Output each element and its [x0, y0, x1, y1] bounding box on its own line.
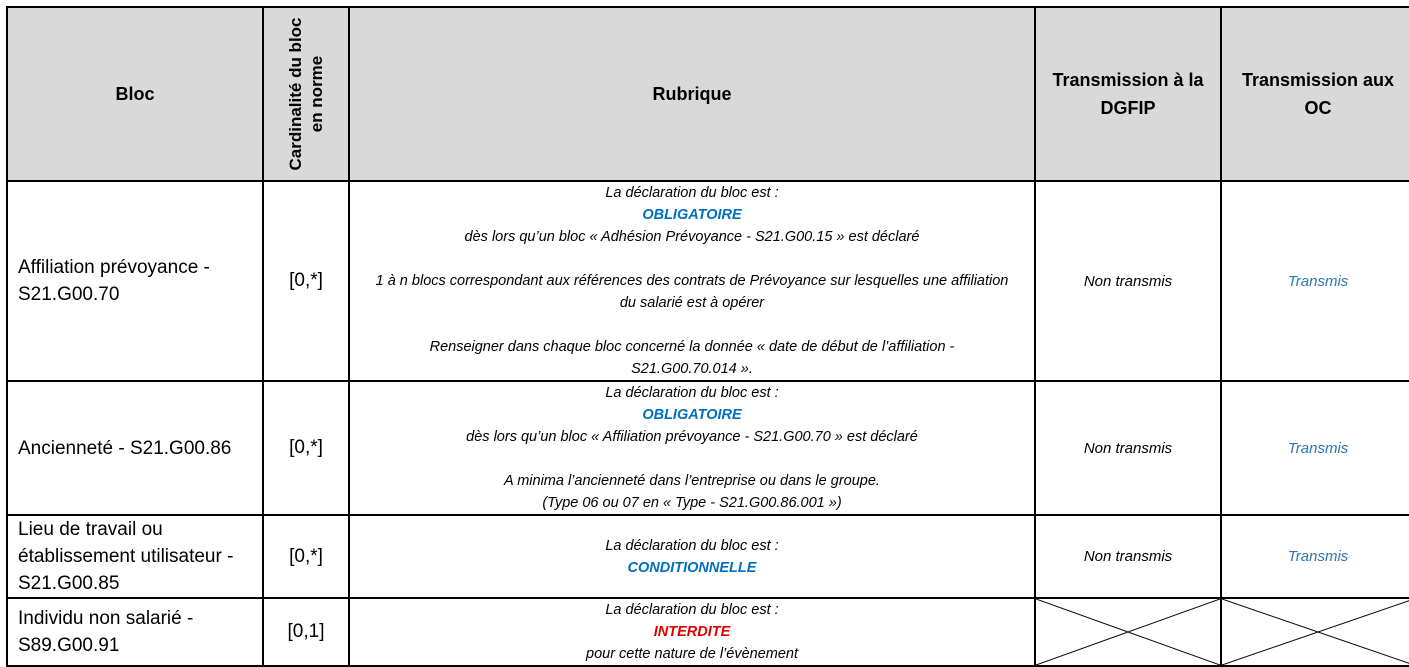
- cross-out-icon: [1036, 599, 1220, 665]
- rubrique-intro: La déclaration du bloc est :: [605, 185, 779, 201]
- dgfip-cell: Non transmis: [1035, 381, 1221, 515]
- rubrique-note: Renseigner dans chaque bloc concerné la donnée « date de début de l’affiliation - S21.G00.70.014 ».: [429, 339, 955, 377]
- header-rubrique: Rubrique: [349, 7, 1035, 181]
- rubrique-intro: La déclaration du bloc est :: [605, 602, 779, 618]
- rubrique-intro: La déclaration du bloc est :: [605, 537, 779, 554]
- oc-cell: Transmis: [1221, 381, 1409, 515]
- status-badge: OBLIGATOIRE: [642, 407, 742, 423]
- status-badge: OBLIGATOIRE: [642, 207, 742, 223]
- oc-cell: Transmis: [1221, 181, 1409, 381]
- header-cardinalite-label: Cardinalité du bloc en norme: [286, 17, 326, 171]
- dgfip-crossed-cell: [1035, 598, 1221, 666]
- status-badge: INTERDITE: [653, 624, 731, 640]
- dgfip-cell: Non transmis: [1035, 515, 1221, 598]
- oc-crossed-cell: [1221, 598, 1409, 666]
- rubrique-cell: [349, 598, 1035, 666]
- rubrique-intro: La déclaration du bloc est :: [605, 385, 779, 401]
- rubrique-cell: [349, 181, 1035, 381]
- oc-cell: Transmis: [1221, 515, 1409, 598]
- header-cardinalite: [263, 7, 349, 181]
- rubrique-detail: A minima l’ancienneté dans l’entreprise ou dans le groupe.: [504, 473, 880, 489]
- table-row: [7, 181, 1409, 381]
- cardinalite-cell: [0,*]: [263, 181, 349, 381]
- rubrique-condition: pour cette nature de l’évènement: [586, 646, 798, 662]
- rubrique-condition: dès lors qu’un bloc « Adhésion Prévoyance - S21.G00.15 » est déclaré: [464, 229, 920, 245]
- bloc-cell: Individu non salarié - S89.G00.91: [7, 598, 263, 666]
- table-row: [7, 598, 1409, 666]
- header-dgfip: Transmission à la DGFIP: [1035, 7, 1221, 181]
- dgfip-cell: Non transmis: [1035, 181, 1221, 381]
- header-oc: Transmission aux OC: [1221, 7, 1409, 181]
- cardinalite-cell: [0,1]: [263, 598, 349, 666]
- status-badge: CONDITIONNELLE: [627, 559, 757, 576]
- dsn-bloc-table: [6, 6, 1409, 667]
- rubrique-note: (Type 06 ou 07 en « Type - S21.G00.86.001 »): [542, 495, 842, 511]
- cardinalite-cell: [0,*]: [263, 515, 349, 598]
- bloc-cell: Lieu de travail ou établissement utilisateur - S21.G00.85: [7, 515, 263, 598]
- header-bloc: Bloc: [7, 7, 263, 181]
- table-row: [7, 515, 1409, 598]
- rubrique-cell: [349, 381, 1035, 515]
- rubrique-detail: 1 à n blocs correspondant aux références des contrats de Prévoyance sur lesquelles une affiliation du salarié est à opérer: [375, 273, 1009, 311]
- table-row: [7, 381, 1409, 515]
- rubrique-condition: dès lors qu’un bloc « Affiliation prévoyance - S21.G00.70 » est déclaré: [466, 429, 918, 445]
- bloc-cell: Affiliation prévoyance - S21.G00.70: [7, 181, 263, 381]
- bloc-cell: Ancienneté - S21.G00.86: [7, 381, 263, 515]
- cardinalite-cell: [0,*]: [263, 381, 349, 515]
- header-row: [7, 7, 1409, 181]
- cross-out-icon: [1222, 599, 1409, 665]
- rubrique-cell: [349, 515, 1035, 598]
